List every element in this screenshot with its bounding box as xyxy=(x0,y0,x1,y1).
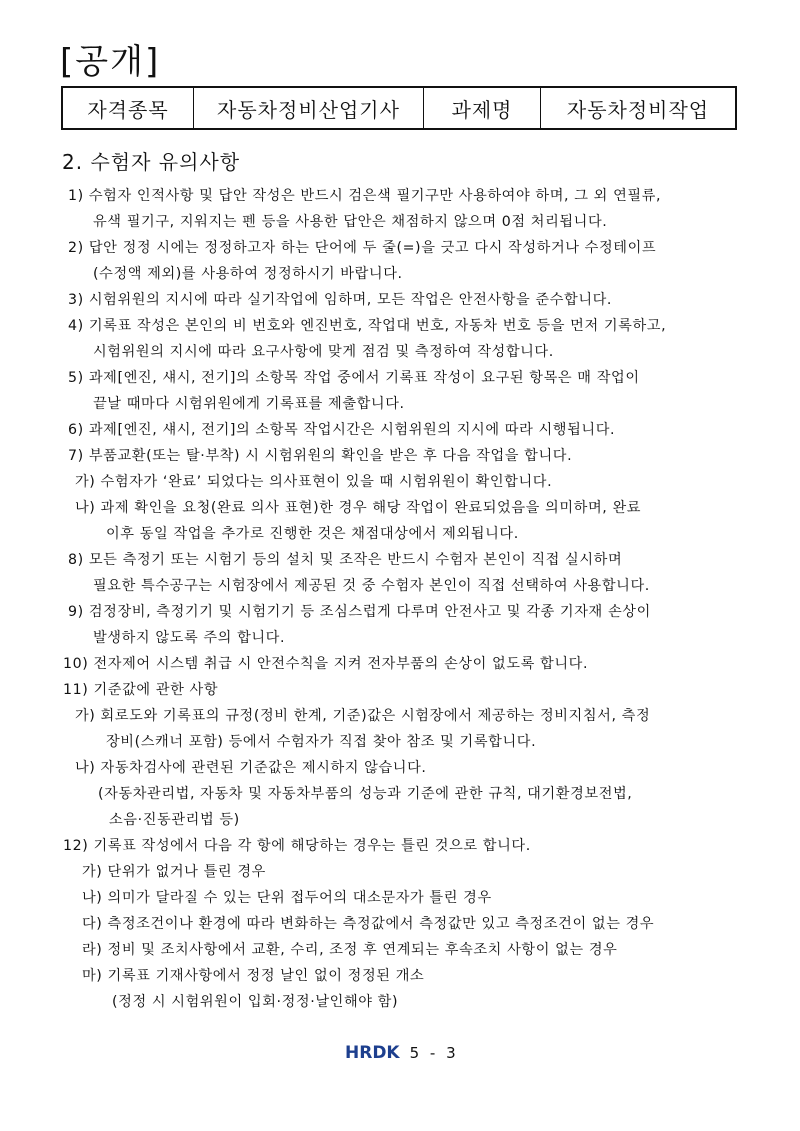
list-item: 5) 과제[엔진, 섀시, 전기]의 소항목 작업 중에서 기록표 작성이 요구된 항목은 매 작업이 xyxy=(68,370,640,386)
list-item: 9) 검정장비, 측정기기 및 시험기기 등 조심스럽게 다루며 안전사고 및 각종 기자재 손상이 xyxy=(68,604,651,620)
list-item: 11) 기준값에 관한 사항 xyxy=(63,682,219,698)
list-item: 8) 모든 측정기 또는 시험기 등의 설치 및 조작은 반드시 수험자 본인이 직접 실시하며 xyxy=(68,552,623,568)
list-item: 3) 시험위원의 지시에 따라 실기작업에 임하며, 모든 작업은 안전사항을 준수합니다. xyxy=(68,292,613,308)
list-item: 발생하지 않도록 주의 합니다. xyxy=(93,630,286,646)
list-item: 이후 동일 작업을 추가로 진행한 것은 채점대상에서 제외됩니다. xyxy=(106,526,519,542)
list-item: 가) 회로도와 기록표의 규정(정비 한계, 기준)값은 시험장에서 제공하는 정비지침서, 측정 xyxy=(75,708,651,724)
list-item: 6) 과제[엔진, 섀시, 전기]의 소항목 작업시간은 시험위원의 지시에 따라 시행됩니다. xyxy=(68,422,616,438)
list-item: 소음·진동관리법 등) xyxy=(109,812,240,828)
page-number: 5 - 3 xyxy=(409,1044,459,1062)
info-table xyxy=(61,86,737,130)
list-item: 마) 기록표 기재사항에서 정정 날인 없이 정정된 개소 xyxy=(82,968,425,984)
task-label: 과제명 xyxy=(424,87,541,129)
list-item: 가) 수험자가 ‘완료’ 되었다는 의사표현이 있을 때 시험위원이 확인합니다. xyxy=(75,474,553,490)
list-item: (정정 시 시험위원이 입회·정정·날인해야 함) xyxy=(112,994,399,1010)
section-title: 2. 수험자 유의사항 xyxy=(62,150,241,174)
qualification-value: 자동차정비산업기사 xyxy=(194,87,424,129)
list-item: 10) 전자제어 시스템 취급 시 안전수칙을 지켜 전자부품의 손상이 없도록 합니다. xyxy=(63,656,589,672)
page-footer xyxy=(345,1043,459,1063)
list-item: 유색 필기구, 지워지는 펜 등을 사용한 답안은 채점하지 않으며 0점 처리됩니다. xyxy=(93,214,608,230)
list-item: 나) 과제 확인을 요청(완료 의사 표현)한 경우 해당 작업이 완료되었음을 의미하며, 완료 xyxy=(75,500,642,516)
qualification-label: 자격종목 xyxy=(62,87,194,129)
list-item: (수정액 제외)를 사용하여 정정하시기 바랍니다. xyxy=(93,266,403,282)
list-item: 7) 부품교환(또는 탈·부착) 시 시험위원의 확인을 받은 후 다음 작업을 합니다. xyxy=(68,448,573,464)
list-item: 필요한 특수공구는 시험장에서 제공된 것 중 수험자 본인이 직접 선택하여 사용합니다. xyxy=(93,578,650,594)
list-item: 2) 답안 정정 시에는 정정하고자 하는 단어에 두 줄(=)을 긋고 다시 작성하거나 수정테이프 xyxy=(68,240,657,256)
list-item: 12) 기록표 작성에서 다음 각 항에 해당하는 경우는 틀린 것으로 합니다. xyxy=(63,838,531,854)
list-item: 다) 측정조건이나 환경에 따라 변화하는 측정값에서 측정값만 있고 측정조건이 없는 경우 xyxy=(82,916,655,932)
list-item: 1) 수험자 인적사항 및 답안 작성은 반드시 검은색 필기구만 사용하여야 하며, 그 외 연필류, xyxy=(68,188,662,204)
list-item: 끝날 때마다 시험위원에게 기록표를 제출합니다. xyxy=(93,396,405,412)
list-item: 가) 단위가 없거나 틀린 경우 xyxy=(82,864,266,880)
list-item: 라) 정비 및 조치사항에서 교환, 수리, 조정 후 연계되는 후속조치 사항이 없는 경우 xyxy=(82,942,618,958)
hrdk-logo: HRDK xyxy=(345,1043,400,1063)
list-item: (자동차관리법, 자동차 및 자동차부품의 성능과 기준에 관한 규칙, 대기환경보전법, xyxy=(98,786,633,802)
info-table-row xyxy=(62,87,736,129)
task-value: 자동차정비작업 xyxy=(541,87,737,129)
list-item: 장비(스캐너 포함) 등에서 수험자가 직접 찾아 참조 및 기록합니다. xyxy=(106,734,537,750)
list-item: 시험위원의 지시에 따라 요구사항에 맞게 점검 및 측정하여 작성합니다. xyxy=(93,344,554,360)
list-item: 나) 의미가 달라질 수 있는 단위 접두어의 대소문자가 틀린 경우 xyxy=(82,890,492,906)
list-item: 나) 자동차검사에 관련된 기준값은 제시하지 않습니다. xyxy=(75,760,427,776)
list-item: 4) 기록표 작성은 본인의 비 번호와 엔진번호, 작업대 번호, 자동차 번호 등을 먼저 기록하고, xyxy=(68,318,667,334)
disclosure-badge: [공개] xyxy=(60,42,161,82)
